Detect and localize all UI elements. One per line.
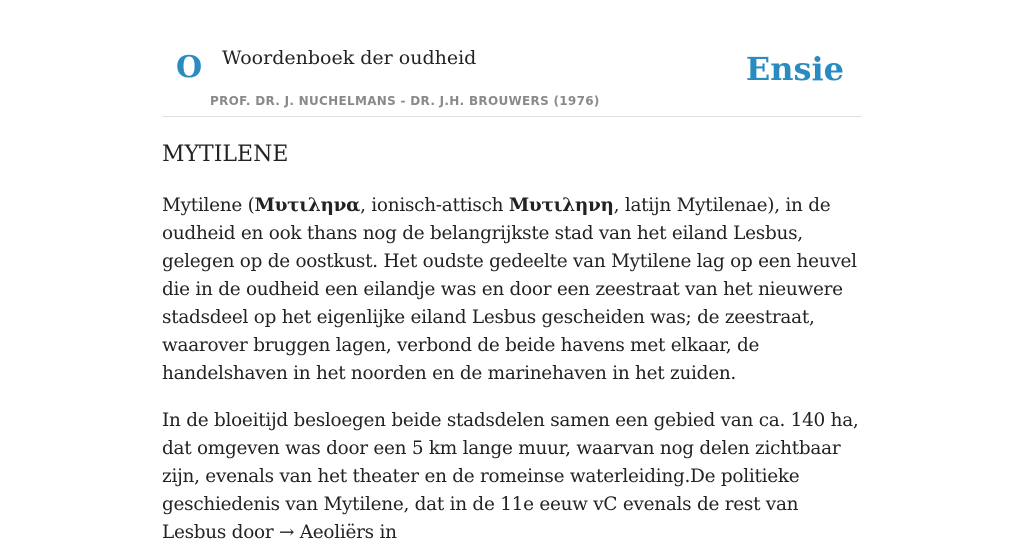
greek-term: Μυτιληνα (254, 195, 361, 216)
page-container (162, 0, 862, 543)
book-title[interactable]: Woordenboek der oudheid (222, 47, 477, 69)
paragraph-text: Mytilene ( (162, 195, 255, 216)
book-authors: PROF. DR. J. NUCHELMANS - DR. J.H. BROUWERS (1976) (210, 94, 600, 108)
dictionary-header (162, 0, 862, 117)
greek-term: Μυτιληνη (508, 195, 614, 216)
index-letter[interactable]: O (176, 50, 203, 85)
entry-paragraph-1 (162, 192, 862, 388)
entry-paragraph-2: In de bloeitijd besloegen beide stadsdelen samen een gebied van ca. 140 ha, dat omgeven was door een 5 km lange muur, waarvan nog delen zichtbaar zijn, evenals van het theater en de romeinse waterleiding.De politieke geschiedenis van Mytilene, dat in de 11e eeuw vC evenals de rest van Lesbus door → Aeoliërs in (162, 410, 859, 543)
paragraph-text: , ionisch-attisch (360, 195, 509, 216)
entry-title: MYTILENE (162, 142, 289, 167)
ensie-logo[interactable]: Ensie (745, 50, 844, 88)
paragraph-text: , latijn Mytilenae), in de oudheid en ook thans nog de belangrijkste stad van het eiland Lesbus, gelegen op de oostkust. Het oudste gedeelte van Mytilene lag op een heuvel die in de oudheid een eilandje was en door een zeestraat van het nieuwere stadsdeel op het eigenlijke eiland Lesbus gescheiden was; de zeestraat, waarover bruggen lagen, verbond de beide havens met elkaar, de handelshaven in het noorden en de marinehaven in het zuiden. (162, 195, 857, 384)
